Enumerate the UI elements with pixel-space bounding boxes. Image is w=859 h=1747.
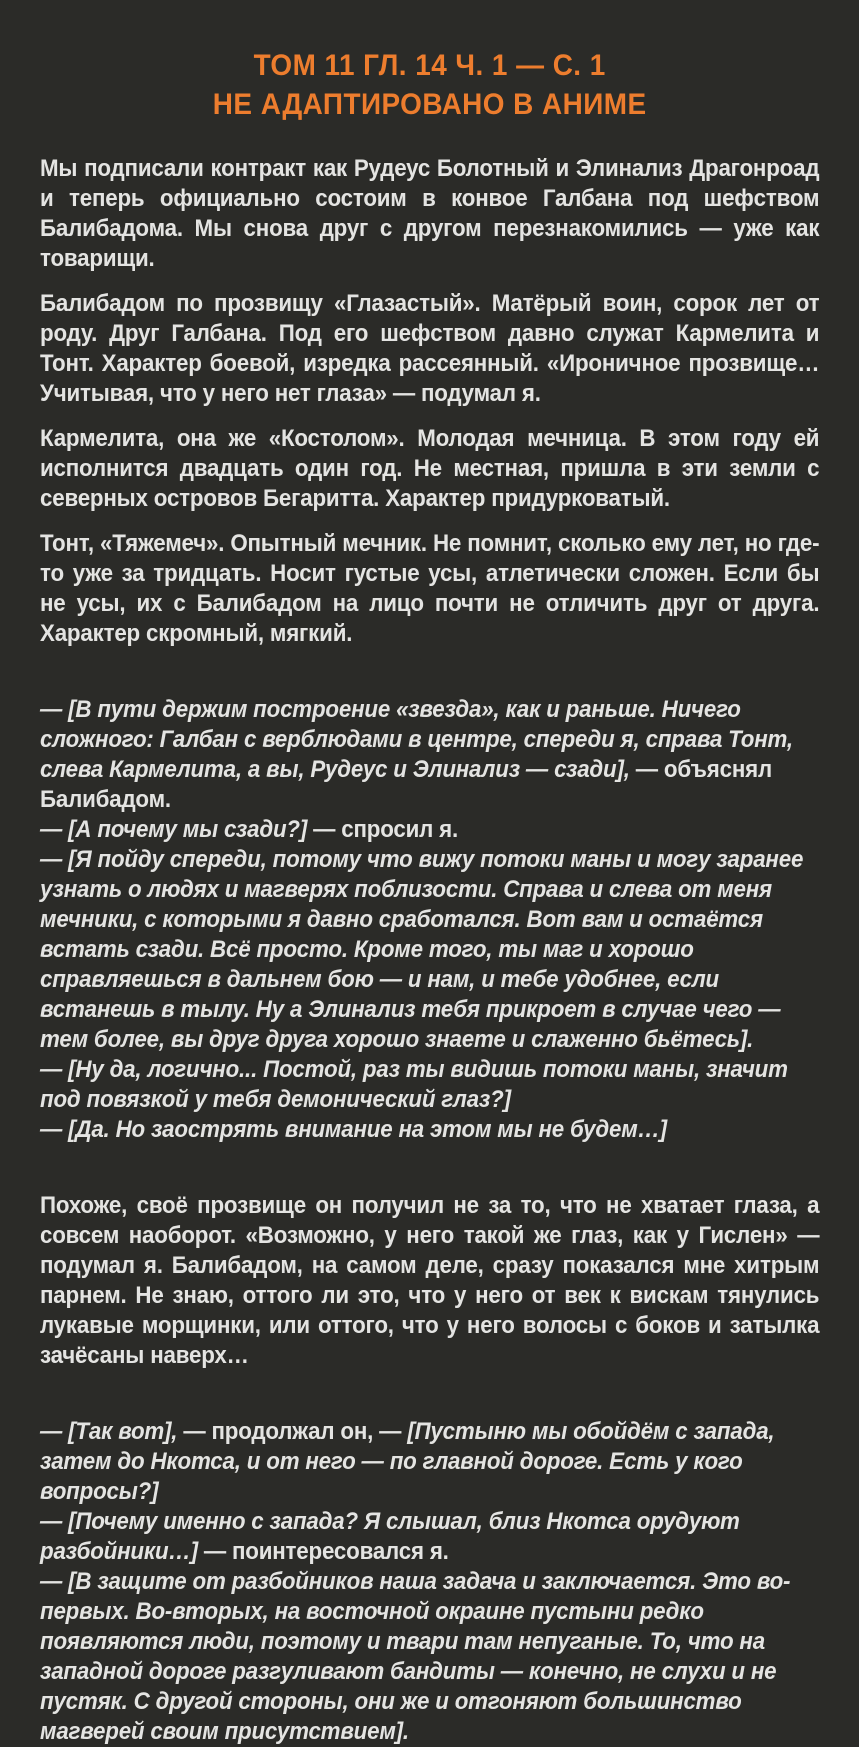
narration-text-run: — поинтересовался я. [197,1538,449,1565]
dialogue-text-run: — [Я пойду спереди, потому что вижу потоки маны и могу заранее узнать о людях и магверях поблизости. Справа и слева от меня мечники, с которыми я давно сработался. Вот вам и остаётся встать сзади. Всё просто. Кроме того, ты маг и хорошо справляешься в дальнем бою — и нам, и тебе удобнее, если встанешь в тылу. Ну а Элинализ тебя прикроет в случае чего — тем более, вы друг друга хорошо знаете и слаженно бьётесь]. [40,846,804,1053]
dialogue-line [40,1417,819,1507]
chapter-title: ТОМ 11 ГЛ. 14 Ч. 1 — С. 1 [253,49,606,82]
dialogue-line [40,845,819,1055]
paragraph [40,154,819,274]
dialogue-line [40,1567,819,1747]
narration-text-run: — объяснял Балибадом. [40,756,772,813]
dialogue-line [40,1507,819,1567]
dialogue-line [40,815,819,845]
narration-text-run: Мы подписали контракт как Рудеус Болотный и Элинализ Драгонроад и теперь официально состоим в конвое Галбана под шефством Балибадома. Мы снова друг с другом перезнакомились — уже как товарищи. [40,155,820,272]
anime-adaptation-note: НЕ АДАПТИРОВАНО В АНИМЕ [212,88,647,121]
dialogue-text-run: [Пустыню мы обойдём с запада, затем до Нкотса, и от него — по главной дороге. Есть у кого вопросы?] [40,1418,775,1505]
narration-text-run: — продолжал он, — [177,1418,408,1445]
chapter-header [40,46,819,124]
paragraph [40,424,819,514]
dialogue-group [40,1417,819,1747]
narration-text-run: Тонт, «Тяжемеч». Опытный мечник. Не помнит, сколько ему лет, но где-то уже за тридцать. Носит густые усы, атлетически сложен. Если бы не усы, их с Балибадом на лицо почти не отличить друг от друга. Характер скромный, мягкий. [40,530,820,647]
dialogue-line [40,1055,819,1115]
narration-text-run: — спросил я. [307,816,459,843]
page-content [40,154,819,1747]
dialogue-text-run: — [Так вот], [40,1418,178,1445]
narration-text-run: Кармелита, она же «Костолом». Молодая мечница. В этом году ей исполнится двадцать один год. Не местная, пришла в эти земли с северных островов Бегаритта. Характер придурковатый. [40,425,820,512]
narration-text-run: Похоже, своё прозвище он получил не за то, что не хватает глаза, а совсем наоборот. «Возможно, у него такой же глаз, как у Гислен» — подумал я. Балибадом, на самом деле, сразу показался мне хитрым парнем. Не знаю, оттого ли это, что у него от век к вискам тянулись лукавые морщинки, или оттого, что у него волосы с боков и затылка зачёсаны наверх… [40,1192,820,1369]
dialogue-text-run: — [В пути держим построение «звезда», как и раньше. Ничего сложного: Галбан с верблюдами в центре, спереди я, справа Тонт, слева Кармелита, а вы, Рудеус и Элинализ — сзади], [40,696,793,783]
dialogue-text-run: — [А почему мы сзади?] [40,816,308,843]
narration-text-run: Балибадом по прозвищу «Глазастый». Матёрый воин, сорок лет от роду. Друг Галбана. Под его шефством давно служат Кармелита и Тонт. Характер боевой, изредка рассеянный. «Ироничное прозвище… Учитывая, что у него нет глаза» — подумал я. [40,290,820,407]
dialogue-group [40,695,819,1145]
paragraph [40,529,819,649]
paragraph [40,1191,819,1371]
dialogue-line [40,1115,819,1145]
dialogue-text-run: — [Почему именно с запада? Я слышал, близ Нкотса орудуют разбойники…] [40,1508,740,1565]
dialogue-text-run: — [Да. Но заострять внимание на этом мы не будем…] [40,1116,667,1143]
dialogue-line [40,695,819,815]
dialogue-text-run: — [В защите от разбойников наша задача и заключается. Это во-первых. Во-вторых, на восточной окраине пустыни редко появляются люди, поэтому и твари там непуганые. То, что на западной дороге разгуливают бандиты — конечно, не слухи и не пустяк. С другой стороны, они же и отгоняют большинство магверей своим присутствием]. [40,1568,791,1745]
dialogue-text-run: — [Ну да, логично... Постой, раз ты видишь потоки маны, значит под повязкой у тебя демонический глаз?] [40,1056,788,1113]
text-column [40,46,819,1747]
paragraph [40,289,819,409]
